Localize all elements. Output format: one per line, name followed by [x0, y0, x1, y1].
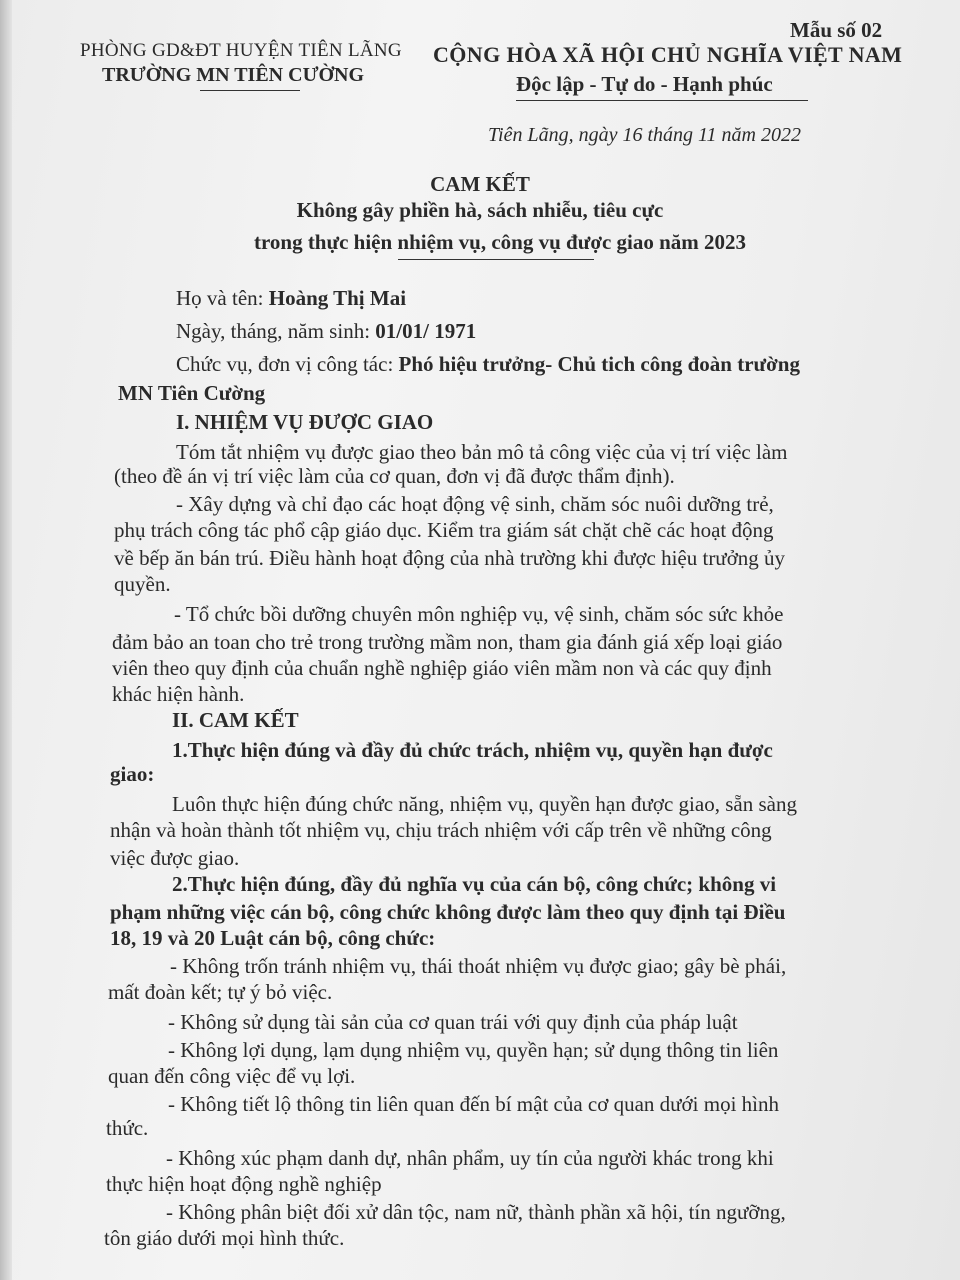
commitment-2-bullet: tôn giáo dưới mọi hình thức.: [104, 1226, 345, 1250]
commitment-2-bullet: - Không tiết lộ thông tin liên quan đến bí mật của cơ quan dưới mọi hình: [168, 1092, 779, 1116]
document-subtitle-2: trong thực hiện nhiệm vụ, công vụ được giao năm 2023: [253, 230, 747, 254]
motto-underline: [516, 100, 808, 101]
commitment-2-bullet: thực hiện hoạt động nghề nghiệp: [106, 1172, 382, 1196]
subtitle-underline: [398, 259, 594, 260]
dob-label: Ngày, tháng, năm sinh:: [176, 319, 376, 343]
section-1-line: Tóm tắt nhiệm vụ được giao theo bản mô tả công việc của vị trí việc làm: [176, 440, 788, 464]
name-label: Họ và tên:: [176, 286, 269, 310]
position-label: Chức vụ, đơn vị công tác:: [176, 352, 399, 376]
section-1-line: đảm bảo an toan cho trẻ trong trường mầm non, tham gia đánh giá xếp loại giáo: [112, 630, 783, 654]
place-date: Tiên Lãng, ngày 16 tháng 11 năm 2022: [488, 124, 801, 146]
commitment-2-heading: phạm những việc cán bộ, công chức không được làm theo quy định tại Điều: [110, 900, 786, 924]
commitment-2-bullet: mất đoàn kết; tự ý bỏ việc.: [108, 980, 333, 1004]
national-motto: Độc lập - Tự do - Hạnh phúc: [516, 72, 773, 96]
section-1-line: viên theo quy định của chuẩn nghề nghiệp giáo viên mầm non và các quy định: [112, 656, 772, 680]
commitment-1-line: nhận và hoàn thành tốt nhiệm vụ, chịu trách nhiệm với cấp trên về những công: [110, 818, 772, 842]
commitment-1-heading: giao:: [110, 762, 155, 786]
dob-row: [176, 319, 476, 344]
commitment-2-heading: 18, 19 và 20 Luật cán bộ, công chức:: [110, 926, 436, 950]
section-1-line: (theo đề án vị trí việc làm của cơ quan, đơn vị đã được thẩm định).: [114, 464, 675, 488]
section-1-line: về bếp ăn bán trú. Điều hành hoạt động của nhà trường khi được hiệu trưởng ủy: [114, 546, 786, 570]
section-1-line: quyền.: [114, 572, 171, 596]
commitment-2-bullet: quan đến công việc để vụ lợi.: [108, 1064, 356, 1088]
commitment-2-bullet: - Không trốn tránh nhiệm vụ, thái thoát nhiệm vụ được giao; gây bè phái,: [170, 954, 787, 978]
section-1-line: phụ trách công tác phổ cập giáo dục. Kiểm tra giám sát chặt chẽ các hoạt động: [114, 518, 774, 542]
section-1-line: - Xây dựng và chỉ đạo các hoạt động vệ sinh, chăm sóc nuôi dưỡng trẻ,: [176, 492, 774, 516]
commitment-2-bullet: - Không phân biệt đối xử dân tộc, nam nữ, thành phần xã hội, tín ngưỡng,: [166, 1200, 786, 1224]
commitment-2-bullet: - Không sử dụng tài sản của cơ quan trái với quy định của pháp luật: [168, 1010, 738, 1034]
nation-name: CỘNG HÒA XÃ HỘI CHỦ NGHĨA VIỆT NAM: [433, 42, 903, 67]
dob-value: 01/01/ 1971: [375, 319, 477, 343]
document-title: CAM KẾT: [430, 172, 530, 196]
name-value: Hoàng Thị Mai: [268, 286, 407, 310]
commitment-2-bullet: thức.: [106, 1116, 149, 1140]
commitment-1-heading: 1.Thực hiện đúng và đầy đủ chức trách, nhiệm vụ, quyền hạn được: [172, 738, 773, 762]
document-subtitle-1: Không gây phiền hà, sách nhiễu, tiêu cực: [296, 198, 664, 222]
commitment-2-heading: 2.Thực hiện đúng, đầy đủ nghĩa vụ của cán bộ, công chức; không vi: [172, 872, 777, 896]
form-number: Mẫu số 02: [790, 18, 883, 42]
commitment-1-line: Luôn thực hiện đúng chức năng, nhiệm vụ, quyền hạn được giao, sẵn sàng: [172, 792, 797, 816]
section-1-heading: I. NHIỆM VỤ ĐƯỢC GIAO: [176, 410, 434, 434]
unit-value: MN Tiên Cường: [118, 381, 266, 405]
commitment-2-bullet: - Không lợi dụng, lạm dụng nhiệm vụ, quyền hạn; sử dụng thông tin liên: [168, 1038, 779, 1062]
section-1-line: khác hiện hành.: [112, 682, 245, 706]
position-row: [176, 352, 800, 377]
section-1-line: - Tổ chức bồi dưỡng chuyên môn nghiệp vụ, vệ sinh, chăm sóc sức khỏe: [174, 602, 784, 626]
agency-name: PHÒNG GD&ĐT HUYỆN TIÊN LÃNG: [80, 40, 402, 61]
commitment-1-line: việc được giao.: [110, 846, 240, 870]
position-value: Phó hiệu trưởng- Chủ tich công đoàn trường: [398, 352, 800, 376]
name-row: [176, 286, 406, 311]
section-2-heading: II. CAM KẾT: [172, 708, 299, 732]
school-underline: [200, 90, 300, 91]
school-name: TRƯỜNG MN TIÊN CƯỜNG: [102, 64, 365, 86]
commitment-2-bullet: - Không xúc phạm danh dự, nhân phẩm, uy tín của người khác trong khi: [166, 1146, 774, 1170]
